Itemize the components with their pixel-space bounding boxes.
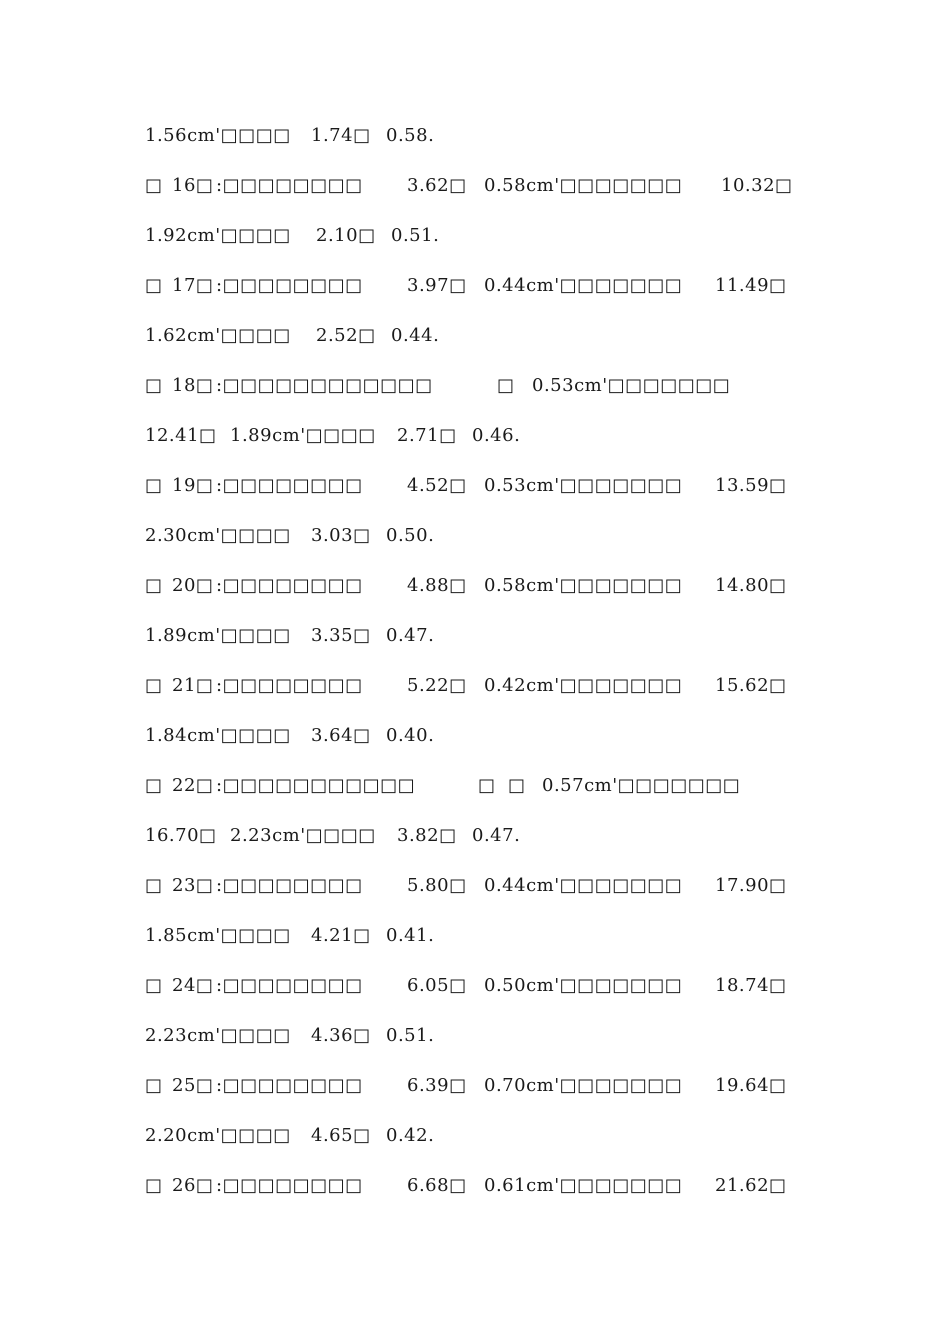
text-segment: 4.65□ — [311, 1125, 371, 1146]
text-segment: □ — [145, 975, 163, 996]
text-segment: 0.53cm'□□□□□□□ — [484, 475, 683, 496]
text-line — [0, 821, 950, 851]
text-line — [0, 771, 950, 801]
text-line — [0, 671, 950, 701]
text-segment: 0.44cm'□□□□□□□ — [484, 875, 683, 896]
text-segment: 1.62cm'□□□□ — [145, 325, 291, 346]
text-segment: 3.35□ — [311, 625, 371, 646]
text-segment: □ — [145, 575, 163, 596]
text-line — [0, 271, 950, 301]
text-line — [0, 921, 950, 951]
text-segment: 18.74□ — [715, 975, 787, 996]
text-segment: 0.50. — [386, 525, 435, 546]
text-segment: 6.05□ — [407, 975, 467, 996]
text-segment: :□□□□□□□□ — [216, 1175, 363, 1196]
text-segment: 19.64□ — [715, 1075, 787, 1096]
text-segment: 0.47. — [472, 825, 521, 846]
text-segment: 0.46. — [472, 425, 521, 446]
text-segment: :□□□□□□□□ — [216, 575, 363, 596]
text-line — [0, 421, 950, 451]
text-segment: 0.42cm'□□□□□□□ — [484, 675, 683, 696]
text-segment: 4.36□ — [311, 1025, 371, 1046]
text-line — [0, 371, 950, 401]
text-segment: 25□ — [172, 1075, 214, 1096]
text-segment: 0.58cm'□□□□□□□ — [484, 575, 683, 596]
text-segment: □ — [145, 375, 163, 396]
text-line — [0, 571, 950, 601]
text-segment: 2.30cm'□□□□ — [145, 525, 291, 546]
text-segment: 0.42. — [386, 1125, 435, 1146]
text-segment: 2.23cm'□□□□ — [230, 825, 376, 846]
text-segment: 5.22□ — [407, 675, 467, 696]
text-segment: 2.71□ — [397, 425, 457, 446]
text-segment: □ — [145, 175, 163, 196]
text-segment: 21.62□ — [715, 1175, 787, 1196]
text-segment: 1.89cm'□□□□ — [145, 625, 291, 646]
text-segment: 1.89cm'□□□□ — [230, 425, 376, 446]
text-segment: :□□□□□□□□□□□ — [216, 775, 416, 796]
text-segment: 0.40. — [386, 725, 435, 746]
text-segment: □ — [145, 1075, 163, 1096]
text-segment: 19□ — [172, 475, 214, 496]
text-segment: □ — [508, 775, 526, 796]
text-line — [0, 1171, 950, 1201]
text-segment: 0.41. — [386, 925, 435, 946]
text-segment: 3.03□ — [311, 525, 371, 546]
text-segment: 0.57cm'□□□□□□□ — [542, 775, 741, 796]
text-segment: 2.23cm'□□□□ — [145, 1025, 291, 1046]
text-segment: □ — [497, 375, 515, 396]
text-segment: :□□□□□□□□ — [216, 275, 363, 296]
text-segment: 1.56cm'□□□□ — [145, 125, 291, 146]
text-segment: 3.62□ — [407, 175, 467, 196]
text-segment: 0.51. — [391, 225, 440, 246]
text-segment: 20□ — [172, 575, 214, 596]
text-segment: 22□ — [172, 775, 214, 796]
text-segment: 3.97□ — [407, 275, 467, 296]
text-line — [0, 221, 950, 251]
text-line — [0, 1021, 950, 1051]
text-line — [0, 321, 950, 351]
text-segment: 15.62□ — [715, 675, 787, 696]
text-segment: 21□ — [172, 675, 214, 696]
text-line — [0, 171, 950, 201]
text-segment: 0.44. — [391, 325, 440, 346]
text-segment: 6.39□ — [407, 1075, 467, 1096]
text-segment: 5.80□ — [407, 875, 467, 896]
text-segment: 17.90□ — [715, 875, 787, 896]
text-segment: 11.49□ — [715, 275, 787, 296]
text-line — [0, 121, 950, 151]
text-segment: :□□□□□□□□ — [216, 475, 363, 496]
text-segment: 1.84cm'□□□□ — [145, 725, 291, 746]
text-segment: 16□ — [172, 175, 214, 196]
text-segment: 0.53cm'□□□□□□□ — [532, 375, 731, 396]
text-segment: 0.61cm'□□□□□□□ — [484, 1175, 683, 1196]
text-segment: 0.58. — [386, 125, 435, 146]
text-segment: 18□ — [172, 375, 214, 396]
text-segment: □ — [145, 1175, 163, 1196]
text-line — [0, 1071, 950, 1101]
text-line — [0, 1121, 950, 1151]
text-segment: □ — [478, 775, 496, 796]
text-segment: :□□□□□□□□ — [216, 675, 363, 696]
text-segment: 26□ — [172, 1175, 214, 1196]
text-segment: 14.80□ — [715, 575, 787, 596]
text-segment: 0.44cm'□□□□□□□ — [484, 275, 683, 296]
text-segment: 2.20cm'□□□□ — [145, 1125, 291, 1146]
text-segment: 0.50cm'□□□□□□□ — [484, 975, 683, 996]
text-segment: 2.10□ — [316, 225, 376, 246]
text-segment: 2.52□ — [316, 325, 376, 346]
text-segment: 0.70cm'□□□□□□□ — [484, 1075, 683, 1096]
text-line — [0, 471, 950, 501]
text-segment: :□□□□□□□□□□□□ — [216, 375, 433, 396]
text-line — [0, 871, 950, 901]
text-segment: :□□□□□□□□ — [216, 1075, 363, 1096]
text-segment: 6.68□ — [407, 1175, 467, 1196]
text-segment: 1.92cm'□□□□ — [145, 225, 291, 246]
text-segment: 0.47. — [386, 625, 435, 646]
text-segment: 13.59□ — [715, 475, 787, 496]
text-segment: 16.70□ — [145, 825, 217, 846]
text-segment: 1.85cm'□□□□ — [145, 925, 291, 946]
text-segment: 4.52□ — [407, 475, 467, 496]
text-segment: 23□ — [172, 875, 214, 896]
text-segment: 0.58cm'□□□□□□□ — [484, 175, 683, 196]
text-segment: 3.64□ — [311, 725, 371, 746]
text-segment: :□□□□□□□□ — [216, 875, 363, 896]
text-segment: 4.21□ — [311, 925, 371, 946]
text-segment: □ — [145, 275, 163, 296]
text-line — [0, 621, 950, 651]
text-segment: □ — [145, 775, 163, 796]
text-line — [0, 521, 950, 551]
text-segment: 10.32□ — [721, 175, 793, 196]
text-line — [0, 971, 950, 1001]
text-segment: 24□ — [172, 975, 214, 996]
text-segment: □ — [145, 875, 163, 896]
text-segment: :□□□□□□□□ — [216, 975, 363, 996]
text-segment: 0.51. — [386, 1025, 435, 1046]
text-segment: 17□ — [172, 275, 214, 296]
text-line — [0, 721, 950, 751]
text-segment: 4.88□ — [407, 575, 467, 596]
text-segment: □ — [145, 475, 163, 496]
text-segment: 3.82□ — [397, 825, 457, 846]
text-segment: 1.74□ — [311, 125, 371, 146]
text-segment: 12.41□ — [145, 425, 217, 446]
text-segment: :□□□□□□□□ — [216, 175, 363, 196]
text-segment: □ — [145, 675, 163, 696]
